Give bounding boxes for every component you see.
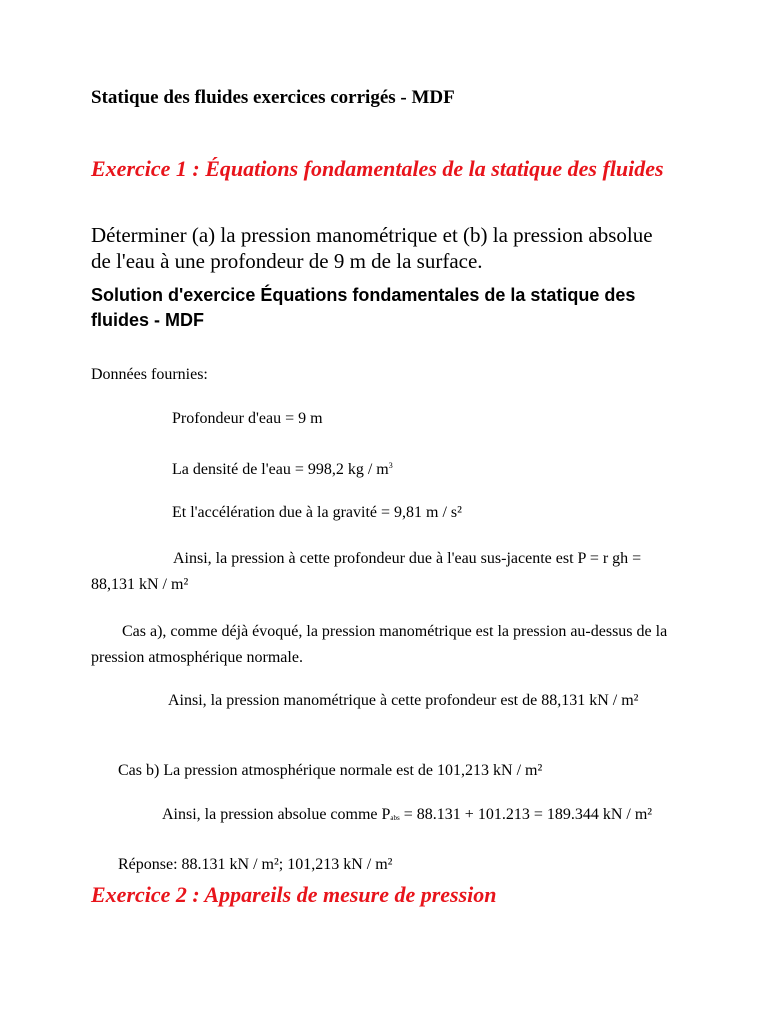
- case-a-text: Cas a), comme déjà évoqué, la pression manométrique est la pression au-dessus de la pression atmosphérique normale.: [91, 623, 668, 666]
- absolute-pressure-prefix: Ainsi, la pression absolue comme P: [162, 806, 391, 823]
- document-title: Statique des fluides exercices corrigés - MDF: [91, 87, 455, 108]
- given-gravity: Et l'accélération due à la gravité = 9,81 m / s²: [172, 504, 462, 521]
- case-a-paragraph: [91, 619, 671, 671]
- given-depth: Profondeur d'eau = 9 m: [172, 410, 323, 427]
- given-density: [172, 453, 393, 483]
- exercise-1-problem-statement: Déterminer (a) la pression manométrique et (b) la pression absolue de l'eau à une profondeur de 9 m de la surface.: [91, 223, 653, 273]
- pressure-formula-text: Ainsi, la pression à cette profondeur due à l'eau sus-jacente est P = r gh = 88,131 kN / m²: [91, 550, 642, 593]
- exercise-2-heading: Exercice 2 : Appareils de mesure de pression: [91, 882, 497, 907]
- solution-heading: Solution d'exercice Équations fondamentales de la statique des fluides - MDF: [91, 285, 636, 330]
- density-exponent: 3: [388, 461, 393, 470]
- density-text: La densité de l'eau = 998,2 kg / m: [172, 461, 389, 478]
- exercise-1-heading: Exercice 1 : Équations fondamentales de la statique des fluides: [91, 156, 664, 181]
- absolute-pressure-subscript: abs: [390, 814, 400, 822]
- answer-line: Réponse: 88.131 kN / m²; 101,213 kN / m²: [118, 856, 393, 873]
- case-b-paragraph: Cas b) La pression atmosphérique normale est de 101,213 kN / m²: [118, 762, 543, 779]
- given-data-label: Données fournies:: [91, 366, 208, 383]
- absolute-pressure-suffix: = 88.131 + 101.213 = 189.344 kN / m²: [399, 806, 653, 823]
- gauge-pressure-text: Ainsi, la pression manométrique à cette profondeur est de 88,131 kN / m²: [168, 692, 639, 709]
- pressure-formula-paragraph: [91, 546, 671, 598]
- absolute-pressure-result: [91, 802, 671, 831]
- gauge-pressure-result: [91, 688, 671, 714]
